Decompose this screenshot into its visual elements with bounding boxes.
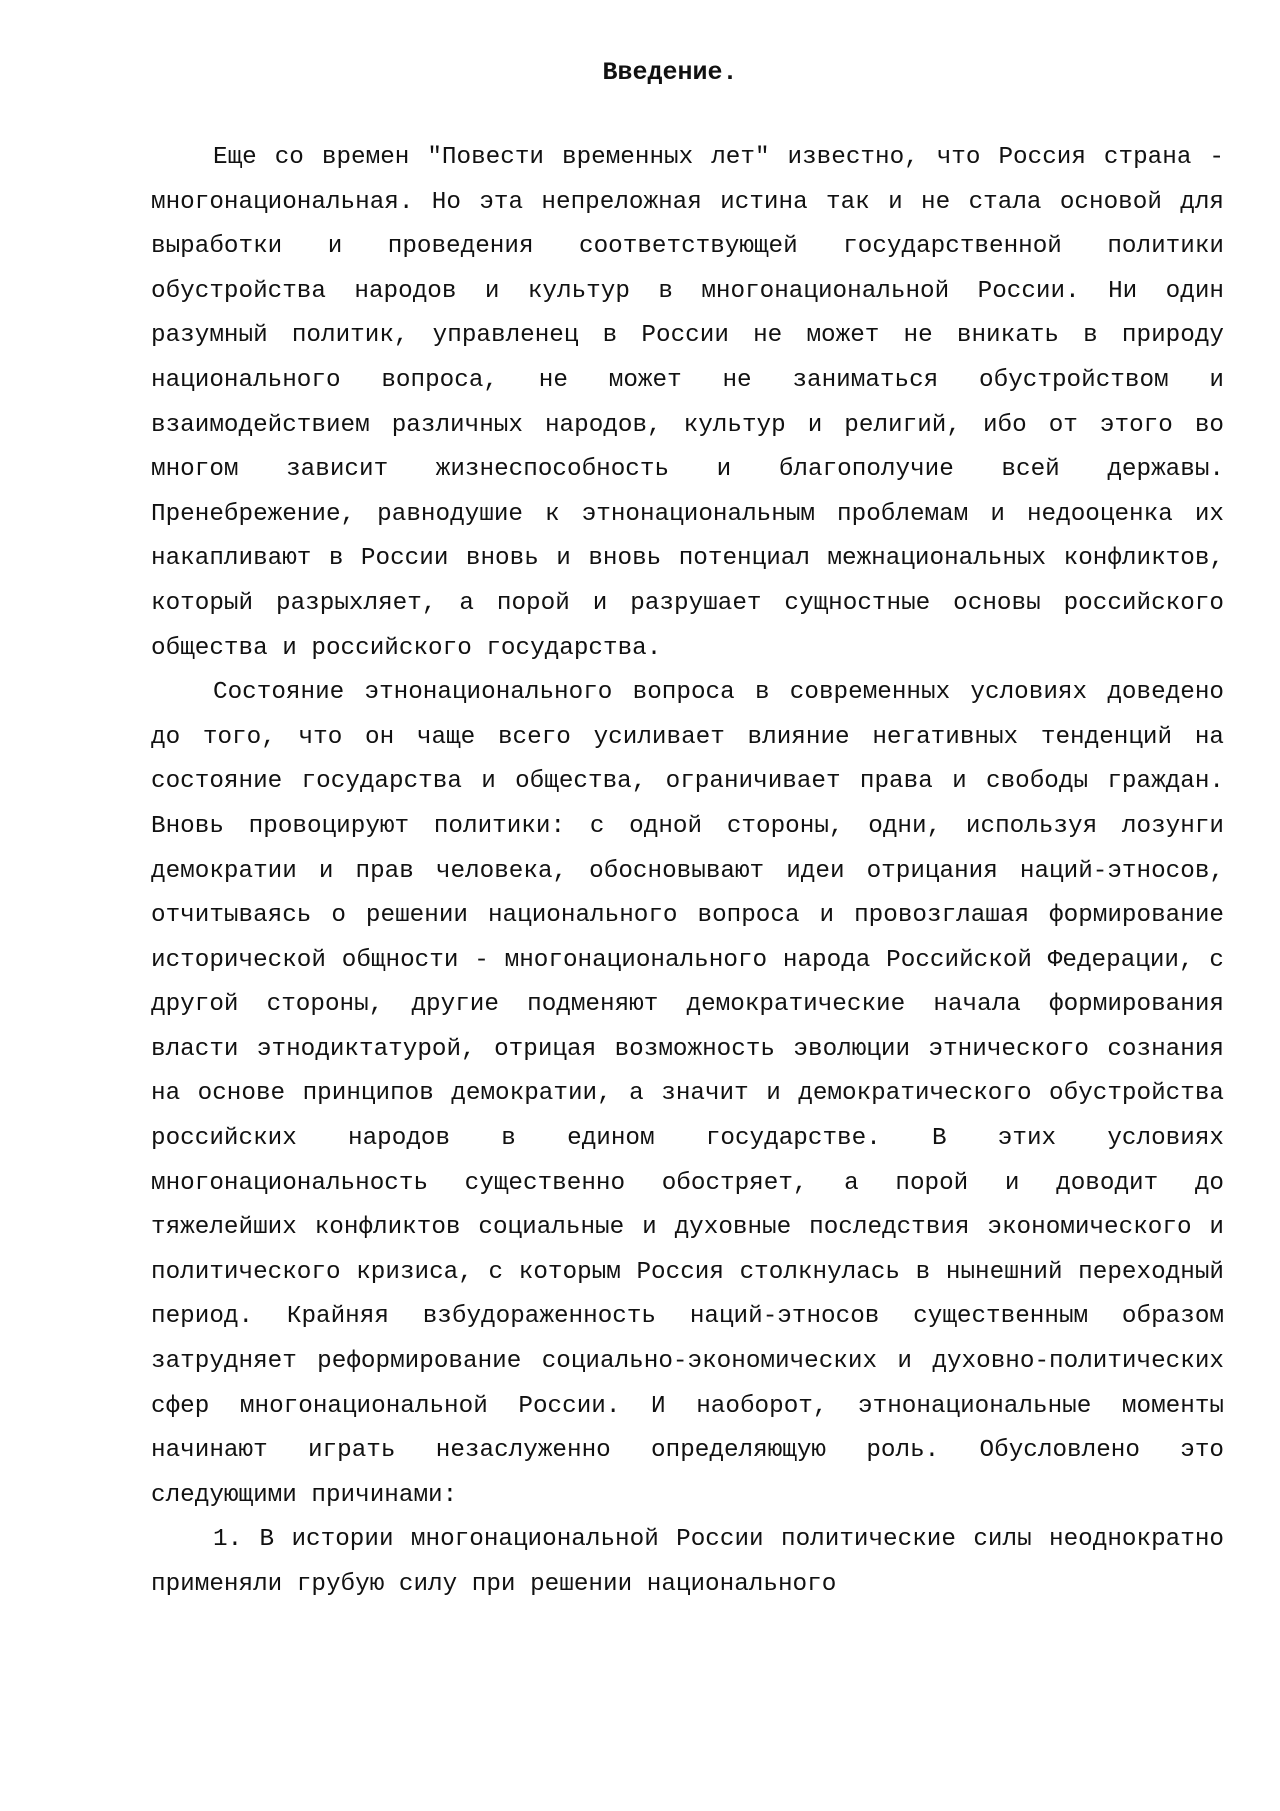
paragraph-1: Еще со времен "Повести временных лет" известно, что Россия страна - многонациональная. Но эта непреложная истина так и не стала основой для выработки и проведения соответствующей государственной политики обустройства народов и культур в многонациональной России. Ни один разумный политик, управленец в России не может не вникать в природу национального вопроса, не может не заниматься обустройством и взаимодействием различных народов, культур и религий, ибо от этого во многом зависит жизнеспособность и благополучие всей державы. Пренебрежение, равнодушие к этнонациональным проблемам и недооценка их накапливают в России вновь и вновь потенциал межнациональных конфликтов, который разрыхляет, а порой и разрушает сущностные основы российского общества и российского государства. — [151, 144, 1224, 662]
document-body — [151, 136, 1224, 1608]
page-title: Введение. — [602, 58, 738, 87]
paragraph-2: Состояние этнонационального вопроса в современных условиях доведено до того, что он чаще всего усиливает влияние негативных тенденций на состояние государства и общества, ограничивает права и свободы граждан. Вновь провоцируют политики: с одной стороны, одни, используя лозунги демократии и прав человека, обосновывают идеи отрицания наций-этносов, отчитываясь о решении национального вопроса и провозглашая формирование исторической общности - многонационального народа Российской Федерации, с другой стороны, другие подменяют демократические начала формирования власти этнодиктатурой, отрицая возможность эволюции этнического сознания на основе принципов демократии, а значит и демократического обустройства российских народов в едином государстве. В этих условиях многонациональность существенно обостряет, а порой и доводит до тяжелейших конфликтов социальные и духовные последствия экономического и политического кризиса, с которым Россия столкнулась в нынешний переходный период. Крайняя взбудораженность наций-этносов существенным образом затрудняет реформирование социально-экономических и духовно-политических сфер многонациональной России. И наоборот, этнонациональные моменты начинают играть незаслуженно определяющую роль. Обусловлено это следующими причинами: — [151, 679, 1224, 1509]
paragraph-3: 1. В истории многонациональной России политические силы неоднократно применяли грубую силу при решении национального — [151, 1526, 1224, 1598]
